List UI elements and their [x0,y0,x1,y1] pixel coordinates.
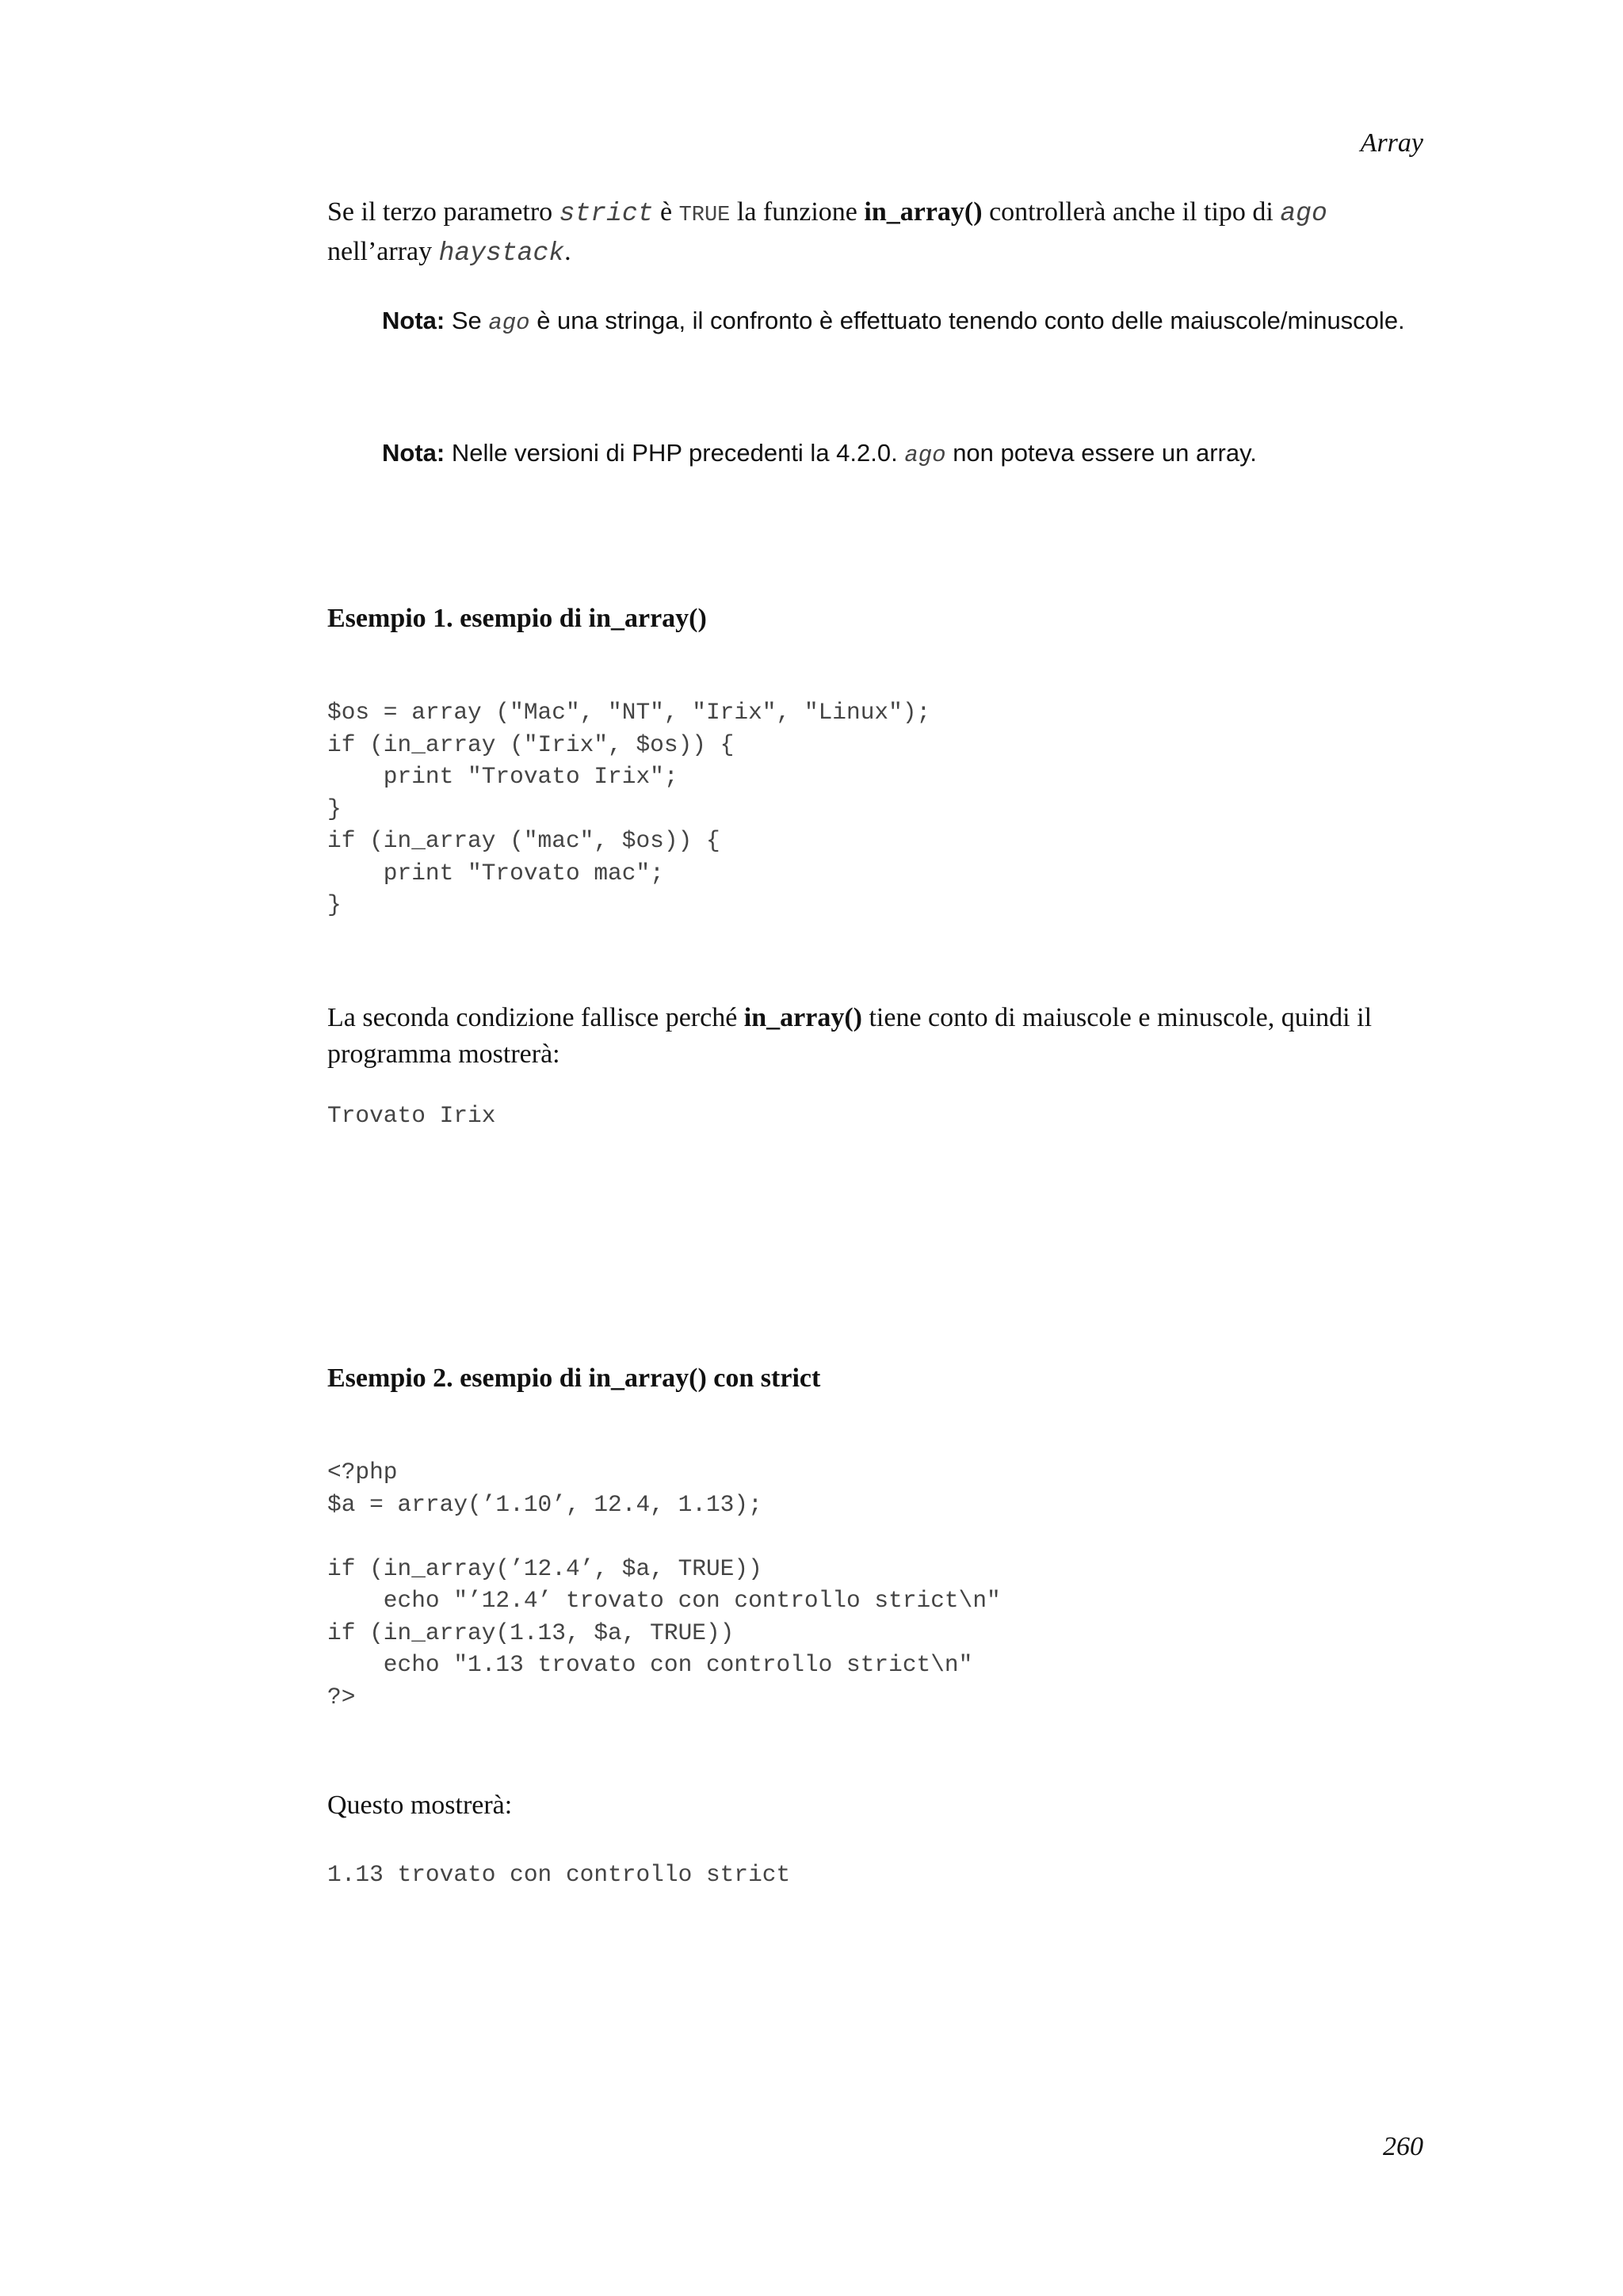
param-ago: ago [1280,199,1327,228]
function-name: in_array() [864,197,983,227]
intro-paragraph [327,194,1421,272]
note-case-sensitive [382,304,1491,340]
explanation-paragraph-2: Questo mostrerà: [327,1791,513,1820]
intro-text-3: la funzione [730,197,865,227]
param-ago: ago [904,442,946,468]
example-2-title: Esempio 2. esempio di in_array() con strict [327,1363,821,1393]
note-php-version [382,437,1491,472]
example-1-title: Esempio 1. esempio di in_array() [327,604,707,633]
param-haystack: haystack [438,238,565,268]
output-1: Trovato Irix [327,1102,496,1129]
intro-text-6: . [564,237,571,266]
note-text-2: non poteva essere un array. [945,439,1257,467]
param-ago: ago [488,310,530,336]
note-text-1: Nelle versioni di PHP precedenti la 4.2.0. [445,439,905,467]
intro-text-2: è [653,197,679,227]
intro-text-4: controllerà anche il tipo di [982,197,1281,227]
explain-text-2: tiene conto di maiuscole e minuscole, quindi il programma mostrerà: [327,1003,1373,1069]
page-number: 260 [1383,2132,1423,2161]
note-text-1: Se [445,307,489,334]
param-strict: strict [559,199,654,228]
output-2: 1.13 trovato con controllo strict [327,1861,791,1888]
example-2-code: <?php $a = array(’1.10’, 12.4, 1.13); if (in_array(’12.4’, $a, TRUE)) echo "’12.4’ trovato con controllo strict\n" if (in_array(1.13, $a, TRUE)) echo "1.13 trovato con controllo strict\n" ?> [327,1459,1001,1711]
function-name: in_array() [743,1003,862,1032]
running-header: Array [1360,128,1423,158]
note-label: Nota: [382,439,445,467]
note-text-2: è una stringa, il confronto è effettuato tenendo conto delle maiuscole/minuscole. [529,307,1405,334]
constant-true: TRUE [678,204,731,227]
note-label: Nota: [382,307,445,334]
example-1-code: $os = array ("Mac", "NT", "Irix", "Linux"); if (in_array ("Irix", $os)) { print "Trovato Irix"; } if (in_array ("mac", $os)) { print "Trovato mac"; } [327,699,931,918]
explanation-paragraph-1 [327,1000,1421,1073]
intro-text-5: nell’array [327,237,439,266]
intro-text-1: Se il terzo parametro [327,197,559,227]
explain-text-1: La seconda condizione fallisce perché [327,1003,744,1032]
